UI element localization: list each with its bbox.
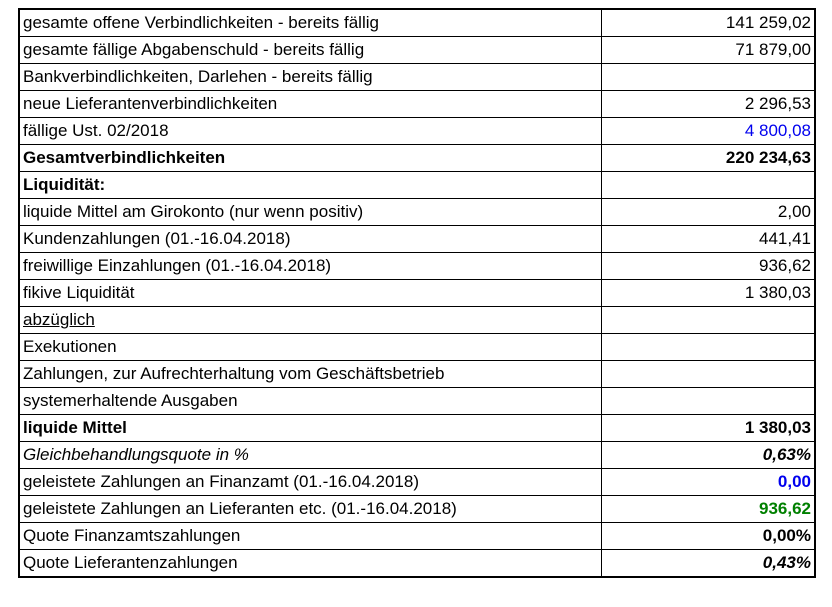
row-label[interactable]: gesamte offene Verbindlichkeiten - bereits fällig xyxy=(19,9,601,37)
liquid-funds-label[interactable]: liquide Mittel xyxy=(19,415,601,442)
row-label[interactable]: fikive Liquidität xyxy=(19,280,601,307)
table-row xyxy=(19,280,815,307)
table-row xyxy=(19,334,815,361)
row-value[interactable]: 71 879,00 xyxy=(601,37,815,64)
table-row xyxy=(19,496,815,523)
row-value[interactable]: 4 800,08 xyxy=(601,118,815,145)
row-label[interactable]: Bankverbindlichkeiten, Darlehen - bereits fällig xyxy=(19,64,601,91)
equal-treatment-quota-label[interactable]: Gleichbehandlungsquote in % xyxy=(19,442,601,469)
row-value[interactable]: 441,41 xyxy=(601,226,815,253)
row-label[interactable]: gesamte fällige Abgabenschuld - bereits fällig xyxy=(19,37,601,64)
row-value[interactable] xyxy=(601,388,815,415)
table-row xyxy=(19,37,815,64)
row-value[interactable]: 2 296,53 xyxy=(601,91,815,118)
table-row xyxy=(19,388,815,415)
row-label-deductions[interactable] xyxy=(19,307,601,334)
row-label[interactable]: Quote Finanzamtszahlungen xyxy=(19,523,601,550)
row-label[interactable]: freiwillige Einzahlungen (01.-16.04.2018) xyxy=(19,253,601,280)
row-value[interactable] xyxy=(601,361,815,388)
table-row-quota xyxy=(19,442,815,469)
row-value[interactable] xyxy=(601,307,815,334)
table-row-total xyxy=(19,145,815,172)
row-value[interactable] xyxy=(601,334,815,361)
row-value[interactable]: 1 380,03 xyxy=(601,280,815,307)
deductions-heading: abzüglich xyxy=(23,310,95,329)
table-row xyxy=(19,523,815,550)
row-value[interactable]: 0,43% xyxy=(601,550,815,578)
row-label[interactable]: fällige Ust. 02/2018 xyxy=(19,118,601,145)
table-row xyxy=(19,469,815,496)
table-row xyxy=(19,550,815,578)
equal-treatment-quota-value[interactable]: 0,63% xyxy=(601,442,815,469)
table-row xyxy=(19,307,815,334)
row-label[interactable]: Quote Lieferantenzahlungen xyxy=(19,550,601,578)
row-value[interactable] xyxy=(601,172,815,199)
row-label[interactable]: neue Lieferantenverbindlichkeiten xyxy=(19,91,601,118)
row-label[interactable]: Kundenzahlungen (01.-16.04.2018) xyxy=(19,226,601,253)
row-value[interactable]: 936,62 xyxy=(601,496,815,523)
table-row-total xyxy=(19,415,815,442)
total-liabilities-label[interactable]: Gesamtverbindlichkeiten xyxy=(19,145,601,172)
total-liabilities-value[interactable]: 220 234,63 xyxy=(601,145,815,172)
row-label[interactable]: systemerhaltende Ausgaben xyxy=(19,388,601,415)
table-row xyxy=(19,91,815,118)
table-row xyxy=(19,9,815,37)
table-row-section xyxy=(19,172,815,199)
table-row xyxy=(19,199,815,226)
table-row xyxy=(19,64,815,91)
row-value[interactable]: 0,00% xyxy=(601,523,815,550)
table-row xyxy=(19,361,815,388)
section-heading-liquidity[interactable]: Liquidität: xyxy=(19,172,601,199)
row-value[interactable]: 0,00 xyxy=(601,469,815,496)
row-label[interactable]: Zahlungen, zur Aufrechterhaltung vom Geschäftsbetrieb xyxy=(19,361,601,388)
row-label[interactable]: geleistete Zahlungen an Finanzamt (01.-16.04.2018) xyxy=(19,469,601,496)
table-row xyxy=(19,253,815,280)
row-value[interactable]: 2,00 xyxy=(601,199,815,226)
row-value[interactable] xyxy=(601,64,815,91)
row-label[interactable]: liquide Mittel am Girokonto (nur wenn positiv) xyxy=(19,199,601,226)
row-value[interactable]: 141 259,02 xyxy=(601,9,815,37)
table-row xyxy=(19,226,815,253)
row-label[interactable]: geleistete Zahlungen an Lieferanten etc. (01.-16.04.2018) xyxy=(19,496,601,523)
row-label[interactable]: Exekutionen xyxy=(19,334,601,361)
row-value[interactable]: 936,62 xyxy=(601,253,815,280)
liquid-funds-value[interactable]: 1 380,03 xyxy=(601,415,815,442)
table-row xyxy=(19,118,815,145)
liquidity-table xyxy=(18,8,816,578)
